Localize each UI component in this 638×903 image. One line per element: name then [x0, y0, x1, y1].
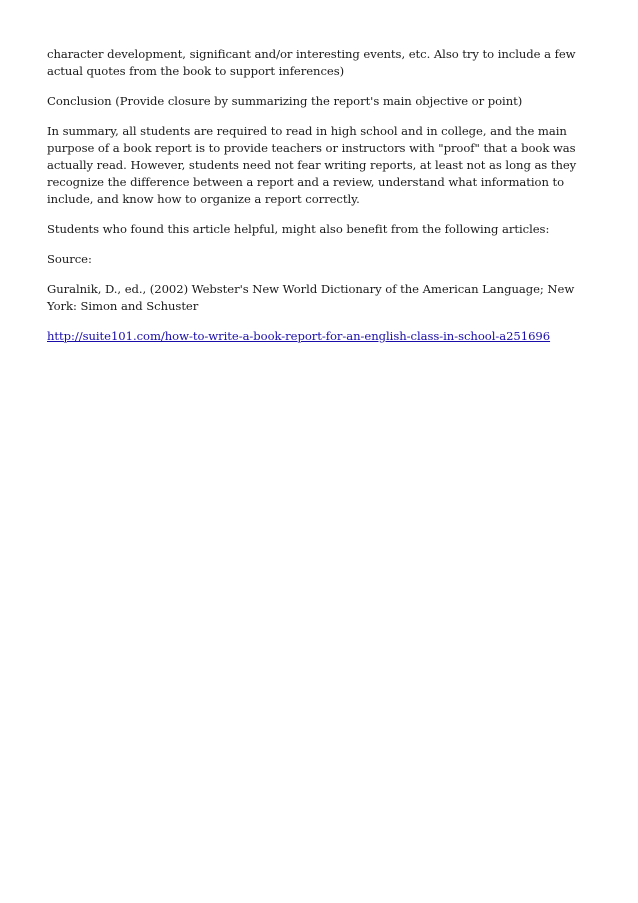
paragraph-inferences: character development, significant and/or interesting events, etc. Also try to include a few actual quotes from the book to support inferences) — [47, 47, 576, 78]
paragraph-related-articles: Students who found this article helpful, might also benefit from the following articles: — [47, 222, 550, 236]
paragraph-conclusion: Conclusion (Provide closure by summarizing the report's main objective or point) — [47, 94, 523, 108]
paragraph-source-heading: Source: — [47, 252, 92, 266]
document-page — [47, 46, 595, 358]
paragraph-citation: Guralnik, D., ed., (2002) Webster's New World Dictionary of the American Language; New York: Simon and Schuster — [47, 282, 575, 313]
source-link-paragraph — [47, 328, 595, 345]
paragraph-summary: In summary, all students are required to read in high school and in college, and the main purpose of a book report is to provide teachers or instructors with "proof" that a book was actually read. However, students need not fear writing reports, at least not as long as they recognize the difference between a report and a review, understand what information to include, and know how to organize a report correctly. — [47, 124, 577, 206]
source-link[interactable]: http://suite101.com/how-to-write-a-book-report-for-an-english-class-in-school-a251696 — [47, 329, 551, 343]
